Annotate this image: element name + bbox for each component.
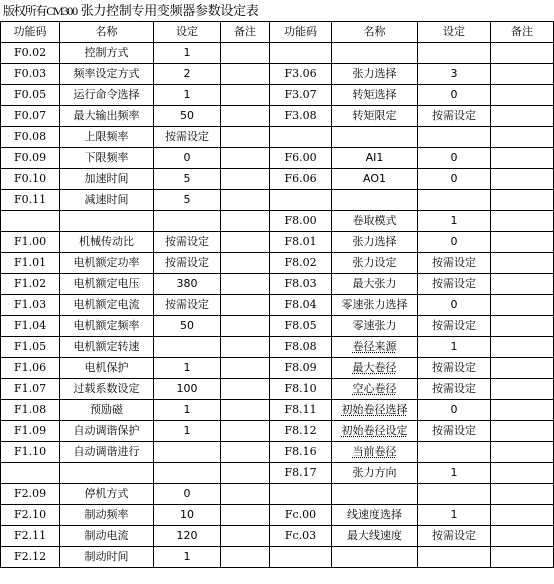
remark-cell — [221, 43, 270, 64]
setting-cell — [154, 442, 221, 463]
remark-cell — [221, 358, 270, 379]
param-name-cell: 初始卷径选择 — [332, 400, 418, 421]
remark-cell — [221, 379, 270, 400]
function-code-cell: F0.11 — [1, 190, 60, 211]
function-code-cell — [270, 547, 332, 568]
function-code-cell: F8.17 — [270, 463, 332, 484]
header-param-name-right: 名称 — [332, 22, 418, 43]
remark-cell — [221, 190, 270, 211]
setting-cell: 0 — [418, 232, 491, 253]
setting-cell: 10 — [154, 505, 221, 526]
param-name-cell: 制动时间 — [60, 547, 154, 568]
function-code-cell: F0.09 — [1, 148, 60, 169]
function-code-cell: F1.05 — [1, 337, 60, 358]
table-row — [1, 106, 554, 127]
remark-cell — [221, 316, 270, 337]
remark-cell — [221, 106, 270, 127]
function-code-cell: F0.10 — [1, 169, 60, 190]
function-code-cell: F2.09 — [1, 484, 60, 505]
setting-cell — [154, 463, 221, 484]
function-code-cell: F8.02 — [270, 253, 332, 274]
function-code-cell: F8.00 — [270, 211, 332, 232]
param-name-cell: 张力选择 — [332, 64, 418, 85]
remark-cell — [221, 64, 270, 85]
remark-cell — [491, 127, 554, 148]
function-code-cell: F6.00 — [270, 148, 332, 169]
param-name-cell: 张力设定 — [332, 253, 418, 274]
setting-cell: 按需设定 — [418, 421, 491, 442]
remark-cell — [491, 64, 554, 85]
setting-cell — [154, 337, 221, 358]
remark-cell — [491, 400, 554, 421]
function-code-cell: F8.11 — [270, 400, 332, 421]
function-code-cell: F8.05 — [270, 316, 332, 337]
setting-cell: 5 — [154, 190, 221, 211]
param-name-cell: 最大卷径 — [332, 358, 418, 379]
param-name-cell — [332, 484, 418, 505]
table-row — [1, 358, 554, 379]
header-function-code-left: 功能码 — [1, 22, 60, 43]
param-name-cell: 电机额定电流 — [60, 295, 154, 316]
table-row — [1, 190, 554, 211]
param-name-cell: 初始卷径设定 — [332, 421, 418, 442]
param-name-cell: 零速张力选择 — [332, 295, 418, 316]
remark-cell — [491, 463, 554, 484]
table-row — [1, 463, 554, 484]
table-row — [1, 484, 554, 505]
param-name-cell: 电机保护 — [60, 358, 154, 379]
param-name-cell: 制动电流 — [60, 526, 154, 547]
setting-cell: 1 — [418, 211, 491, 232]
table-row — [1, 400, 554, 421]
param-name-cell: 自动调谐进行 — [60, 442, 154, 463]
remark-cell — [491, 148, 554, 169]
param-name-cell: 自动调谐保护 — [60, 421, 154, 442]
remark-cell — [491, 421, 554, 442]
setting-cell: 0 — [418, 169, 491, 190]
function-code-cell: F0.03 — [1, 64, 60, 85]
table-row — [1, 211, 554, 232]
remark-cell — [491, 169, 554, 190]
setting-cell: 5 — [154, 169, 221, 190]
function-code-cell: F3.07 — [270, 85, 332, 106]
function-code-cell: F8.01 — [270, 232, 332, 253]
param-name-cell — [332, 547, 418, 568]
function-code-cell — [270, 127, 332, 148]
param-name-cell: 加速时间 — [60, 169, 154, 190]
function-code-cell: F2.11 — [1, 526, 60, 547]
param-name-cell: 上限频率 — [60, 127, 154, 148]
setting-cell: 100 — [154, 379, 221, 400]
function-code-cell: F1.09 — [1, 421, 60, 442]
setting-cell: 50 — [154, 106, 221, 127]
title-text: 张力控制专用变频器参数设定表 — [76, 4, 259, 19]
remark-cell — [491, 547, 554, 568]
remark-cell — [221, 295, 270, 316]
function-code-cell: F1.02 — [1, 274, 60, 295]
table-row — [1, 148, 554, 169]
setting-cell — [418, 190, 491, 211]
remark-cell — [491, 211, 554, 232]
param-name-cell: 张力方向 — [332, 463, 418, 484]
remark-cell — [491, 379, 554, 400]
param-name-cell: 制动频率 — [60, 505, 154, 526]
function-code-cell — [270, 484, 332, 505]
function-code-cell: Fc.00 — [270, 505, 332, 526]
table-row — [1, 169, 554, 190]
setting-cell: 120 — [154, 526, 221, 547]
function-code-cell: F8.12 — [270, 421, 332, 442]
setting-cell: 0 — [154, 484, 221, 505]
setting-cell: 按需设定 — [418, 106, 491, 127]
table-row — [1, 295, 554, 316]
function-code-cell: F0.07 — [1, 106, 60, 127]
document-title — [3, 1, 259, 21]
table-row — [1, 442, 554, 463]
param-name-cell: 电机额定电压 — [60, 274, 154, 295]
function-code-cell: F1.06 — [1, 358, 60, 379]
header-remark-left: 备注 — [221, 22, 270, 43]
setting-cell: 50 — [154, 316, 221, 337]
setting-cell — [418, 484, 491, 505]
function-code-cell: F6.06 — [270, 169, 332, 190]
table-row — [1, 316, 554, 337]
setting-cell: 1 — [154, 547, 221, 568]
remark-cell — [491, 442, 554, 463]
setting-cell: 按需设定 — [154, 232, 221, 253]
function-code-cell — [1, 211, 60, 232]
setting-cell: 1 — [154, 85, 221, 106]
setting-cell: 0 — [418, 400, 491, 421]
remark-cell — [221, 253, 270, 274]
remark-cell — [491, 295, 554, 316]
function-code-cell: F1.08 — [1, 400, 60, 421]
setting-cell — [418, 127, 491, 148]
function-code-cell: F8.09 — [270, 358, 332, 379]
watermark-text: 版权所有CM300 — [3, 4, 77, 18]
function-code-cell — [270, 43, 332, 64]
remark-cell — [491, 43, 554, 64]
header-setting-left: 设定 — [154, 22, 221, 43]
param-name-cell: AO1 — [332, 169, 418, 190]
setting-cell — [418, 547, 491, 568]
remark-cell — [221, 400, 270, 421]
remark-cell — [221, 463, 270, 484]
remark-cell — [491, 484, 554, 505]
remark-cell — [221, 526, 270, 547]
header-param-name-left: 名称 — [60, 22, 154, 43]
remark-cell — [221, 505, 270, 526]
setting-cell: 按需设定 — [418, 316, 491, 337]
function-code-cell: F1.07 — [1, 379, 60, 400]
remark-cell — [221, 211, 270, 232]
remark-cell — [221, 337, 270, 358]
function-code-cell: F2.10 — [1, 505, 60, 526]
param-name-cell: 转矩选择 — [332, 85, 418, 106]
setting-cell: 1 — [418, 463, 491, 484]
param-name-cell: 卷径来源 — [332, 337, 418, 358]
setting-cell: 按需设定 — [418, 358, 491, 379]
table-row — [1, 253, 554, 274]
function-code-cell: F8.10 — [270, 379, 332, 400]
param-name-cell: 机械传动比 — [60, 232, 154, 253]
remark-cell — [221, 274, 270, 295]
remark-cell — [221, 547, 270, 568]
remark-cell — [491, 505, 554, 526]
setting-cell: 1 — [418, 337, 491, 358]
function-code-cell: F1.01 — [1, 253, 60, 274]
param-name-cell: 减速时间 — [60, 190, 154, 211]
table-row — [1, 232, 554, 253]
remark-cell — [221, 484, 270, 505]
param-name-cell: 停机方式 — [60, 484, 154, 505]
setting-cell — [418, 43, 491, 64]
remark-cell — [491, 190, 554, 211]
function-code-cell: F8.03 — [270, 274, 332, 295]
function-code-cell: F2.12 — [1, 547, 60, 568]
function-code-cell: Fc.03 — [270, 526, 332, 547]
param-name-cell — [332, 127, 418, 148]
remark-cell — [491, 337, 554, 358]
setting-cell: 3 — [418, 64, 491, 85]
parameter-table — [0, 21, 554, 568]
remark-cell — [491, 253, 554, 274]
param-name-cell: 电机额定功率 — [60, 253, 154, 274]
param-name-cell: 频率设定方式 — [60, 64, 154, 85]
remark-cell — [491, 85, 554, 106]
function-code-cell: F1.04 — [1, 316, 60, 337]
param-name-cell: 最大线速度 — [332, 526, 418, 547]
setting-cell: 2 — [154, 64, 221, 85]
remark-cell — [491, 316, 554, 337]
param-name-cell — [332, 190, 418, 211]
table-row — [1, 505, 554, 526]
setting-cell: 0 — [418, 295, 491, 316]
param-name-cell — [60, 463, 154, 484]
table-row — [1, 43, 554, 64]
setting-cell: 按需设定 — [154, 253, 221, 274]
setting-cell: 380 — [154, 274, 221, 295]
param-name-cell: 张力选择 — [332, 232, 418, 253]
function-code-cell: F0.08 — [1, 127, 60, 148]
setting-cell — [154, 211, 221, 232]
function-code-cell: F1.10 — [1, 442, 60, 463]
header-remark-right: 备注 — [491, 22, 554, 43]
setting-cell: 1 — [154, 43, 221, 64]
remark-cell — [221, 421, 270, 442]
setting-cell: 0 — [154, 148, 221, 169]
param-name-cell: 运行命令选择 — [60, 85, 154, 106]
setting-cell — [418, 442, 491, 463]
table-row — [1, 127, 554, 148]
param-name-cell: 最大输出频率 — [60, 106, 154, 127]
function-code-cell: F8.04 — [270, 295, 332, 316]
setting-cell: 1 — [154, 358, 221, 379]
param-name-cell — [332, 43, 418, 64]
table-row — [1, 337, 554, 358]
param-name-cell: 电机额定转速 — [60, 337, 154, 358]
setting-cell: 0 — [418, 148, 491, 169]
param-name-cell: 零速张力 — [332, 316, 418, 337]
function-code-cell: F3.08 — [270, 106, 332, 127]
function-code-cell: F0.05 — [1, 85, 60, 106]
param-name-cell: 卷取模式 — [332, 211, 418, 232]
remark-cell — [491, 274, 554, 295]
setting-cell: 0 — [418, 85, 491, 106]
remark-cell — [491, 106, 554, 127]
remark-cell — [491, 526, 554, 547]
param-name-cell: 转矩限定 — [332, 106, 418, 127]
setting-cell: 按需设定 — [154, 295, 221, 316]
remark-cell — [221, 85, 270, 106]
param-name-cell: 电机额定频率 — [60, 316, 154, 337]
table-row — [1, 274, 554, 295]
setting-cell: 按需设定 — [418, 379, 491, 400]
param-name-cell: 当前卷径 — [332, 442, 418, 463]
remark-cell — [221, 148, 270, 169]
setting-cell: 1 — [154, 400, 221, 421]
header-setting-right: 设定 — [418, 22, 491, 43]
remark-cell — [221, 232, 270, 253]
setting-cell: 按需设定 — [154, 127, 221, 148]
function-code-cell: F8.08 — [270, 337, 332, 358]
remark-cell — [221, 442, 270, 463]
param-name-cell — [60, 211, 154, 232]
param-name-cell: 最大张力 — [332, 274, 418, 295]
function-code-cell — [1, 463, 60, 484]
param-name-cell: 过载系数设定 — [60, 379, 154, 400]
param-name-cell: 预励磁 — [60, 400, 154, 421]
function-code-cell: F8.16 — [270, 442, 332, 463]
param-name-cell: 空心卷径 — [332, 379, 418, 400]
param-name-cell: 线速度选择 — [332, 505, 418, 526]
setting-cell: 1 — [418, 505, 491, 526]
remark-cell — [491, 358, 554, 379]
table-row — [1, 379, 554, 400]
table-row — [1, 421, 554, 442]
setting-cell: 按需设定 — [418, 253, 491, 274]
function-code-cell: F1.00 — [1, 232, 60, 253]
param-name-cell: 控制方式 — [60, 43, 154, 64]
table-row — [1, 547, 554, 568]
setting-cell: 按需设定 — [418, 274, 491, 295]
param-name-cell: 下限频率 — [60, 148, 154, 169]
remark-cell — [491, 232, 554, 253]
remark-cell — [221, 169, 270, 190]
remark-cell — [221, 127, 270, 148]
function-code-cell: F1.03 — [1, 295, 60, 316]
header-function-code-right: 功能码 — [270, 22, 332, 43]
table-row — [1, 85, 554, 106]
table-row — [1, 64, 554, 85]
setting-cell: 1 — [154, 421, 221, 442]
function-code-cell: F0.02 — [1, 43, 60, 64]
function-code-cell — [270, 190, 332, 211]
function-code-cell: F3.06 — [270, 64, 332, 85]
param-name-cell: AI1 — [332, 148, 418, 169]
table-header-row — [1, 22, 554, 43]
table-row — [1, 526, 554, 547]
setting-cell: 按需设定 — [418, 526, 491, 547]
